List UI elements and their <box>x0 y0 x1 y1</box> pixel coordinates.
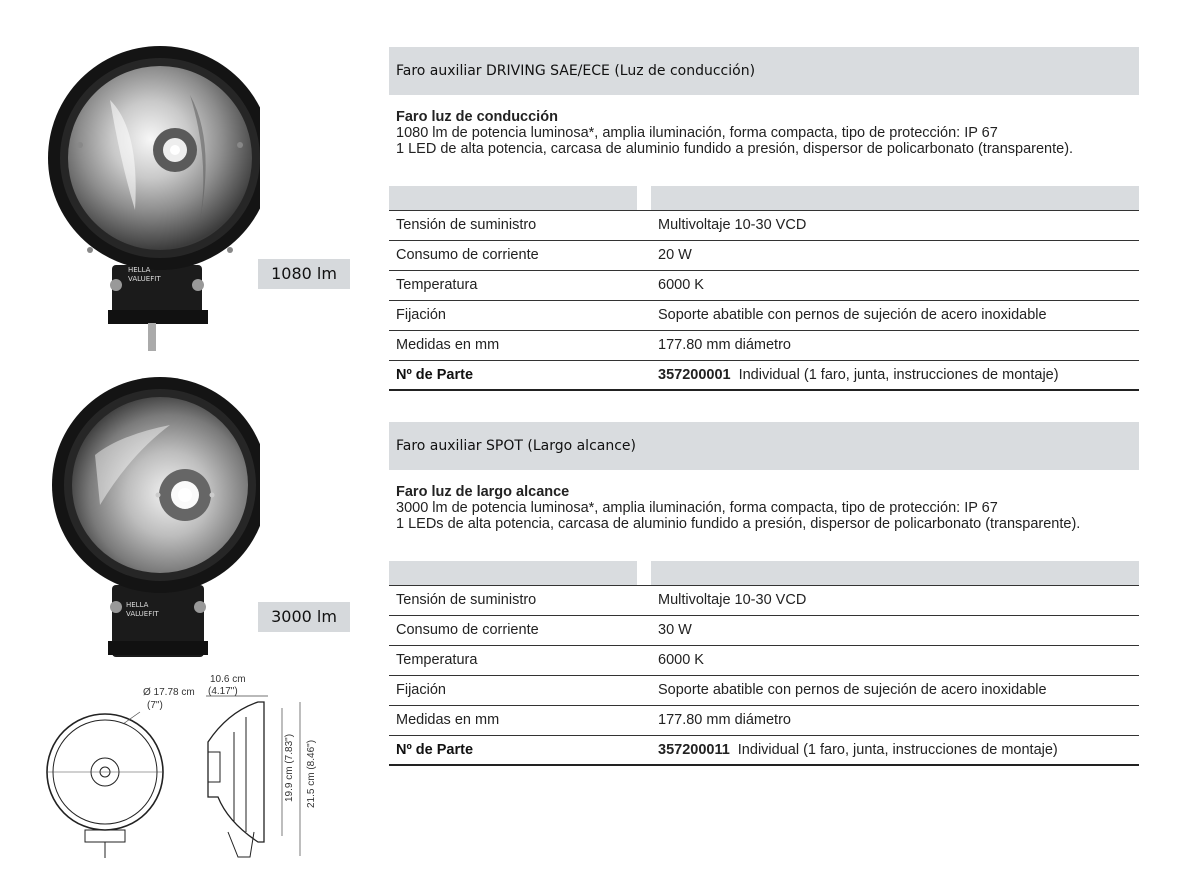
part-number-cell <box>658 361 1059 390</box>
table-header-cell <box>651 561 1139 585</box>
spec-value: 177.80 mm diámetro <box>658 337 791 353</box>
table-header-bar <box>389 186 1139 210</box>
spec-value: 30 W <box>658 622 692 638</box>
driving-lamp-image <box>40 40 260 360</box>
side-view-drawing <box>198 672 343 862</box>
spec-label: Tensión de suministro <box>396 592 537 608</box>
spec-value: 6000 K <box>658 652 704 668</box>
table-row-part-number <box>389 735 1139 766</box>
spot-spec-table <box>389 561 1139 766</box>
spec-value: 20 W <box>658 247 692 263</box>
spec-label: Consumo de corriente <box>396 247 539 263</box>
driving-description <box>396 109 1138 157</box>
spot-section-header: Faro auxiliar SPOT (Largo alcance) <box>389 422 1139 470</box>
spec-value: Soporte abatible con pernos de sujeción de acero inoxidable <box>658 682 1047 698</box>
spot-lamp-image <box>40 375 260 675</box>
lumen-badge-spot: 3000 lm <box>258 602 350 632</box>
spot-brand-line2: VALUEFIT <box>126 610 159 618</box>
driving-brand-line2: VALUEFIT <box>128 275 161 283</box>
diameter-cm-label: Ø 17.78 cm <box>143 687 195 698</box>
spot-desc-line2: 1 LEDs de alta potencia, carcasa de aluminio fundido a presión, dispersor de policarbonato (transparente). <box>396 516 1081 532</box>
table-header-bar <box>389 561 1139 585</box>
driving-spec-table <box>389 186 1139 391</box>
depth-in-label: (4.17") <box>208 686 238 697</box>
spot-description <box>396 484 1138 532</box>
height-outer-label: 21.5 cm (8.46") <box>306 739 317 808</box>
table-row <box>389 645 1139 675</box>
driving-desc-line1: 1080 lm de potencia luminosa*, amplia iluminación, forma compacta, tipo de protección: IP 67 <box>396 125 998 141</box>
spec-value: Multivoltaje 10-30 VCD <box>658 217 807 233</box>
spec-label: Medidas en mm <box>396 712 500 728</box>
spec-label: Temperatura <box>396 277 478 293</box>
part-description: Individual (1 faro, junta, instrucciones de montaje) <box>738 367 1059 383</box>
table-header-cell <box>651 186 1139 210</box>
part-number: 357200011 <box>658 742 730 758</box>
driving-section-header: Faro auxiliar DRIVING SAE/ECE (Luz de conducción) <box>389 47 1139 95</box>
spec-label: Fijación <box>396 307 446 323</box>
spec-value: 6000 K <box>658 277 704 293</box>
diameter-in-label: (7") <box>147 700 163 711</box>
lumen-badge-driving: 1080 lm <box>258 259 350 289</box>
table-row <box>389 585 1139 615</box>
table-header-cell <box>389 561 637 585</box>
part-number-label: Nº de Parte <box>396 742 474 758</box>
table-row <box>389 210 1139 240</box>
part-number: 357200001 <box>658 367 731 383</box>
table-row <box>389 675 1139 705</box>
driving-desc-line2: 1 LED de alta potencia, carcasa de aluminio fundido a presión, dispersor de policarbonato (transparente). <box>396 141 1074 157</box>
table-row <box>389 705 1139 735</box>
spec-value: Multivoltaje 10-30 VCD <box>658 592 807 608</box>
spec-value: 177.80 mm diámetro <box>658 712 791 728</box>
table-row <box>389 240 1139 270</box>
table-header-cell <box>389 186 637 210</box>
part-number-cell <box>658 736 1058 765</box>
part-description: Individual (1 faro, junta, instrucciones de montaje) <box>737 742 1058 758</box>
spec-value: Soporte abatible con pernos de sujeción de acero inoxidable <box>658 307 1047 323</box>
part-number-label: Nº de Parte <box>396 367 474 383</box>
spec-label: Tensión de suministro <box>396 217 537 233</box>
driving-desc-title: Faro luz de conducción <box>396 109 558 125</box>
front-view-drawing <box>45 672 195 862</box>
spec-label: Temperatura <box>396 652 478 668</box>
table-row <box>389 615 1139 645</box>
spot-desc-title: Faro luz de largo alcance <box>396 484 570 500</box>
spec-label: Consumo de corriente <box>396 622 539 638</box>
table-row-part-number <box>389 360 1139 391</box>
depth-cm-label: 10.6 cm <box>210 674 246 685</box>
spec-label: Fijación <box>396 682 446 698</box>
table-row <box>389 330 1139 360</box>
height-inner-label: 19.9 cm (7.83") <box>284 733 295 802</box>
spec-label: Medidas en mm <box>396 337 500 353</box>
spot-desc-line1: 3000 lm de potencia luminosa*, amplia iluminación, forma compacta, tipo de protección: IP 67 <box>396 500 998 516</box>
table-row <box>389 300 1139 330</box>
spot-brand-line1: HELLA <box>126 601 149 609</box>
driving-brand-line1: HELLA <box>128 266 151 274</box>
table-row <box>389 270 1139 300</box>
